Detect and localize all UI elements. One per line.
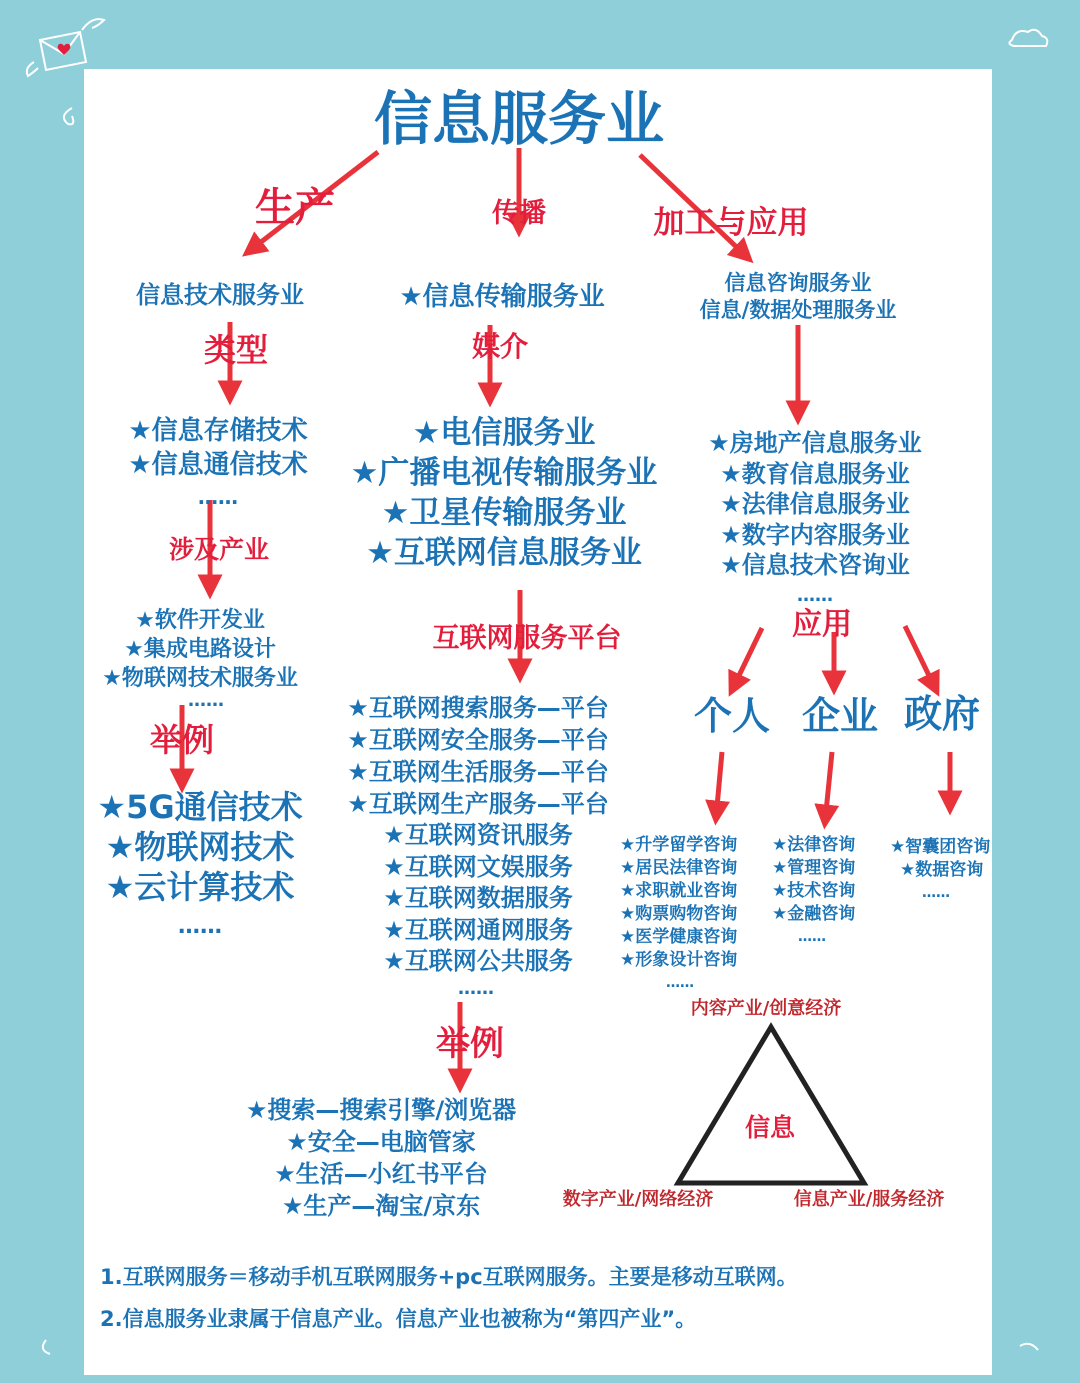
list-item: ★智囊团咨询 [890,837,991,857]
production-industries-list [102,606,298,693]
list-item: ★互联网资讯服务 [383,821,573,849]
list-item: ★互联网公共服务 [383,947,573,975]
list-item: ★生产—淘宝/京东 [281,1192,481,1220]
production-example-label: 举例 [149,721,215,759]
list-item: ★集成电路设计 [124,637,276,662]
enterprise-items-list [772,834,855,949]
list-item: …… [666,975,694,991]
processing-application-label: 应用 [792,607,852,642]
triangle-top-label: 内容产业/创意经济 [690,998,842,1019]
swirl-decoration [64,108,74,124]
list-item: ★软件开发业 [135,608,265,633]
list-item: ★物联网技术服务业 [102,666,298,691]
transmission-platforms-list [347,692,609,820]
list-item: …… [922,885,950,901]
list-item: …… [198,485,238,509]
processing-fields-list [708,428,922,611]
list-item: ★卫星传输服务业 [381,495,627,531]
transmission-services-list [383,820,573,978]
swirl-decoration [43,1340,50,1354]
branch-label-production: 生产 [255,185,335,231]
list-item: ★互联网生产服务—平台 [347,790,609,818]
production-type-label: 类型 [203,331,269,369]
list-item: ★互联网生活服务—平台 [347,758,609,786]
production-industries-more: …… [188,690,224,711]
list-item: ★广播电视传输服务业 [350,455,658,491]
list-item: ★互联网通网服务 [383,915,573,944]
list-item: ★互联网搜索服务—平台 [347,694,609,722]
note-1: 1.互联网服务＝移动手机互联网服务+pc互联网服务。主要是移动互联网。 [100,1265,798,1289]
personal-items-list [620,834,737,995]
list-item: ★教育信息服务业 [720,459,910,488]
swirl-decoration [1020,1344,1038,1350]
list-item: ★互联网安全服务—平台 [347,726,609,754]
list-item: …… [796,584,833,606]
target-government-label: 政府 [903,692,981,736]
processing-sectors-list [700,270,897,324]
list-item: ★升学留学咨询 [620,835,738,855]
transmission-media-list [351,413,658,573]
list-item: ★安全—电脑管家 [286,1128,476,1156]
list-item: ★生活—小红书平台 [274,1160,488,1188]
list-item: 信息咨询服务业 [724,271,872,295]
transmission-services-more: …… [458,978,494,999]
production-industry-label: 涉及产业 [168,535,270,564]
triangle-left-label: 数字产业/网络经济 [562,1189,714,1210]
production-examples-list [97,787,302,947]
list-item: ★数据咨询 [900,860,984,880]
note-2: 2.信息服务业隶属于信息产业。信息产业也被称为“第四产业”。 [100,1307,697,1331]
list-item: ★居民法律咨询 [620,858,738,878]
list-item: …… [177,914,222,939]
list-item: ★管理咨询 [772,858,856,878]
list-item: ★云计算技术 [105,868,295,906]
page-title: 信息服务业 [373,85,665,153]
list-item: ★5G通信技术 [97,788,303,826]
transmission-platform-label: 互联网服务平台 [432,623,622,654]
transmission-sector: ★信息传输服务业 [399,282,605,312]
production-types-list [128,414,307,512]
list-item: ★法律咨询 [772,835,856,855]
list-item: 信息/数据处理服务业 [699,298,897,322]
list-item: ★购票购物咨询 [620,904,738,924]
list-item: ★数字内容服务业 [720,520,910,549]
target-enterprise-label: 企业 [801,694,879,738]
list-item: ★金融咨询 [772,904,856,924]
list-item: ★技术咨询 [772,881,856,901]
transmission-media-label: 媒介 [471,330,529,363]
list-item: ★电信服务业 [412,415,596,451]
list-item: ★形象设计咨询 [620,950,738,970]
list-item: ★互联网数据服务 [383,884,573,912]
triangle-right-label: 信息产业/服务经济 [793,1189,945,1210]
list-item: ★信息通信技术 [128,450,308,480]
cloud-icon [1009,30,1047,46]
list-item: ★物联网技术 [105,828,295,866]
target-personal-label: 个人 [693,694,771,738]
list-item: …… [798,929,826,945]
government-items-list [890,836,990,905]
branch-label-processing: 加工与应用 [653,205,809,241]
triangle-center-label: 信息 [744,1113,796,1142]
list-item: ★信息存储技术 [128,416,308,446]
list-item: ★法律信息服务业 [720,490,910,518]
heart-icon [58,44,71,55]
list-item: ★互联网信息服务业 [366,535,642,571]
transmission-examples-list [246,1094,516,1222]
list-item: ★房地产信息服务业 [708,429,922,457]
list-item: ★求职就业咨询 [620,881,738,901]
production-sector: 信息技术服务业 [136,281,304,309]
list-item: ★互联网文娱服务 [383,852,573,881]
transmission-example-label: 举例 [436,1024,504,1064]
list-item: ★医学健康咨询 [620,927,738,947]
branch-label-transmission: 传播 [492,198,546,229]
list-item: ★信息技术咨询业 [720,551,910,579]
list-item: ★搜索—搜索引擎/浏览器 [245,1096,517,1124]
